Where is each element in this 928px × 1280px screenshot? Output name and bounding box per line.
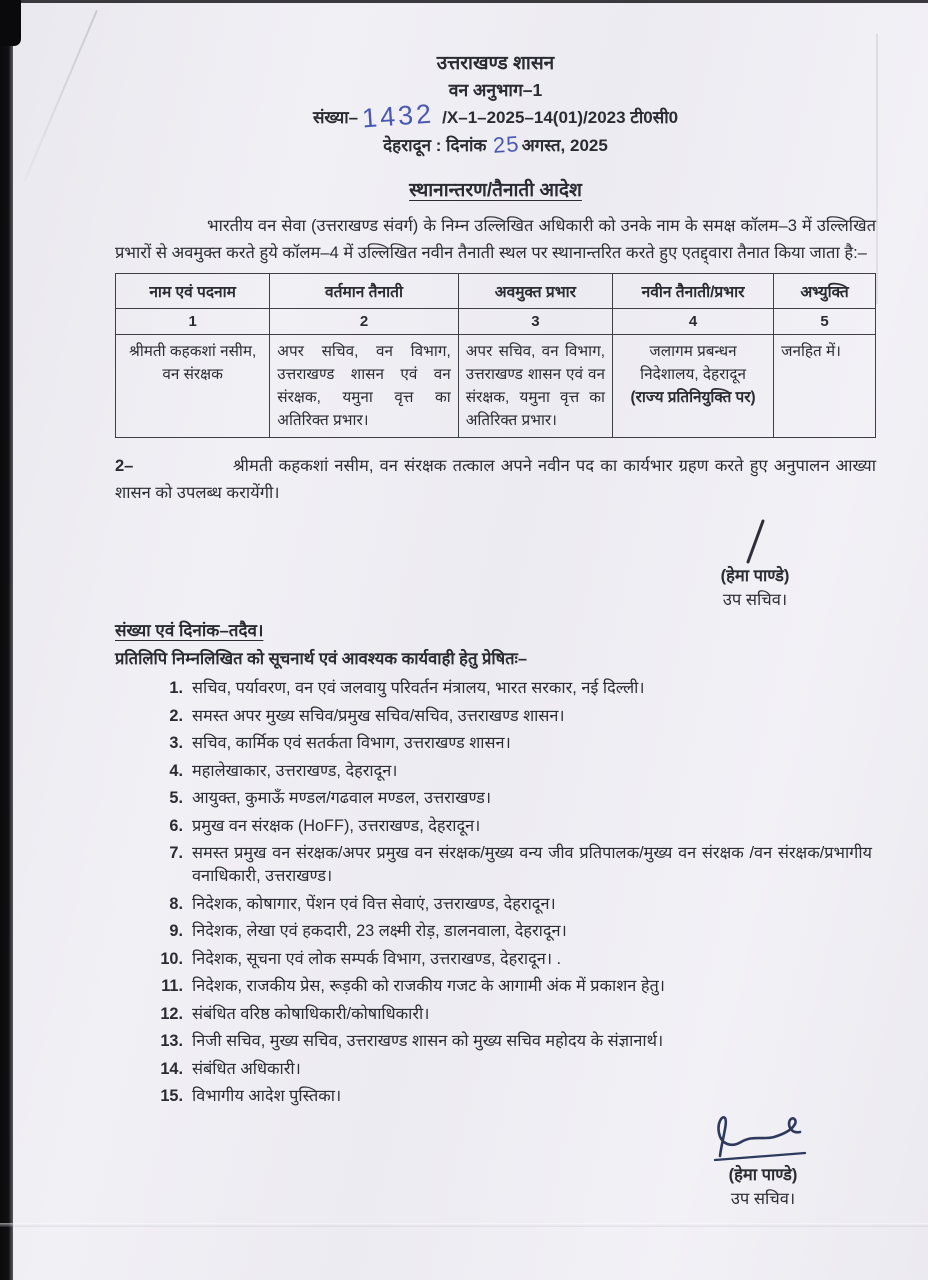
signatory-name: (हेमा पाण्डे): [720, 567, 790, 585]
col-number: 1: [116, 309, 270, 335]
col-header-current-posting: वर्तमान तैनाती: [270, 274, 458, 309]
cell-officer-name: [116, 335, 270, 438]
list-item: [155, 732, 876, 755]
item-text: निदेशक, लेखा एवं हकदारी, 23 लक्ष्मी रोड़, डालनवाला, देहरादून।: [192, 922, 567, 940]
list-item: [155, 815, 876, 838]
item-number: 6.: [169, 816, 183, 835]
item-text: सचिव, पर्यावरण, वन एवं जलवायु परिवर्तन मंत्रालय, भारत सरकार, नई दिल्ली।: [192, 679, 645, 697]
item-text: निजी सचिव, मुख्य सचिव, उत्तराखण्ड शासन को मुख्य सचिव महोदय के संज्ञानार्थ।: [192, 1032, 664, 1050]
list-item: [155, 1058, 876, 1081]
signature-block-top: [680, 518, 830, 612]
list-item: [155, 787, 876, 810]
signatory-designation: उप सचिव।: [722, 591, 788, 609]
col-header-new-posting: नवीन तैनाती/प्रभार: [613, 274, 774, 309]
item-text: निदेशक, राजकीय प्रेस, रूड़की को राजकीय गजट के आगामी अंक में प्रकाशन हेतु।: [192, 977, 665, 995]
letter-number-line: [115, 98, 876, 134]
col-number: 5: [774, 309, 876, 335]
transfer-order-table: [115, 273, 876, 438]
item-text: निदेशक, कोषागार, पेंशन एवं वित्त सेवाएं, उत्तराखण्ड, देहरादून।: [192, 894, 556, 913]
copy-distribution-list: [115, 677, 876, 1108]
letter-number-reference: /X–1–2025–14(01)/2023 टी0सी0: [442, 108, 679, 127]
item-text: प्रमुख वन संरक्षक (HoFF), उत्तराखण्ड, देहरादून।: [192, 816, 481, 835]
signatory-designation: उप सचिव।: [730, 1189, 796, 1208]
list-item: [155, 1030, 876, 1053]
item-number: 2.: [169, 706, 183, 725]
cell-relieved-charge: अपर सचिव, वन विभाग, उत्तराखण्ड शासन एवं वन संरक्षक, यमुना वृत्त का अतिरिक्त प्रभार।: [458, 335, 612, 438]
order-paragraph-1: भारतीय वन सेवा (उत्तराखण्ड संवर्ग) के निम्न उल्लिखित अधिकारी को उनके नाम के समक्ष कॉलम–3 में उल्लिखित प्रभारों से अवमुक्त करते हुये कॉलम–4 में उल्लिखित नवीन तैनाती स्थल पर स्थानान्तरित करते हुए एतद्द्वारा तैनात किया जाता है:–: [115, 217, 876, 262]
col-header-relieved-charge: अवमुक्त प्रभार: [458, 274, 612, 309]
paragraph-number: 2–: [115, 457, 134, 475]
order-paragraph-2: [115, 453, 876, 506]
table-column-number-row: [116, 309, 876, 335]
list-item: [155, 893, 876, 916]
department-section: वन अनुभाग–1: [448, 80, 543, 100]
item-text: निदेशक, सूचना एवं लोक सम्पर्क विभाग, उत्तराखण्ड, देहरादून। .: [192, 949, 562, 968]
cell-remarks: जनहित में।: [774, 335, 876, 438]
new-posting-office: जलागम प्रबन्धन: [649, 343, 737, 360]
item-number: 1.: [169, 679, 183, 697]
cell-current-posting: अपर सचिव, वन विभाग, उत्तराखण्ड शासन एवं वन संरक्षक, यमुना वृत्त का अतिरिक्त प्रभार।: [270, 335, 458, 438]
signatory-name: (हेमा पाण्डे): [728, 1165, 798, 1184]
col-number: 3: [458, 309, 612, 335]
handwritten-date: 25: [492, 131, 521, 158]
item-text: सचिव, कार्मिक एवं सतर्कता विभाग, उत्तराखण्ड शासन।: [192, 734, 511, 752]
place-date-prefix: देहरादून : दिनांक: [383, 136, 487, 155]
place-date-suffix: अगस्त, 2025: [521, 136, 608, 155]
item-number: 14.: [160, 1059, 183, 1078]
signature-block-bottom: [678, 1113, 848, 1211]
endorsement-heading: संख्या एवं दिनांक–तदैव।: [115, 621, 264, 640]
officer-name: श्रीमती कहकशां नसीम,: [128, 343, 257, 360]
handwritten-signature: [704, 1113, 822, 1163]
letter-number-label: संख्या–: [312, 108, 359, 127]
col-number: 4: [613, 309, 774, 335]
cell-new-posting: [613, 335, 774, 438]
item-number: 5.: [169, 789, 183, 807]
list-item: [155, 948, 876, 971]
item-text: विभागीय आदेश पुस्तिका।: [192, 1087, 342, 1105]
item-number: 8.: [169, 894, 183, 913]
list-item: [155, 842, 876, 888]
list-item: [155, 705, 876, 728]
item-number: 7.: [169, 844, 183, 862]
table-row: [116, 335, 876, 438]
signature-slash-mark: [736, 518, 774, 564]
list-item: [155, 920, 876, 943]
new-posting-deputation-note: (राज्य प्रतिनियुक्ति पर): [630, 389, 756, 406]
item-text: समस्त प्रमुख वन संरक्षक/अपर प्रमुख वन संरक्षक/मुख्य वन्य जीव प्रतिपालक/मुख्य वन संरक्षक /वन संरक्षक/प्रभागीय वनाधिकारी, उत्तराखण्ड।: [192, 844, 872, 885]
item-number: 9.: [169, 922, 183, 940]
item-number: 3.: [169, 734, 183, 752]
item-text: संबंधित वरिष्ठ कोषाधिकारी/कोषाधिकारी।: [192, 1004, 430, 1023]
col-number: 2: [270, 309, 458, 335]
list-item: [155, 975, 876, 998]
item-number: 4.: [169, 761, 183, 780]
table-header-row: [116, 274, 876, 309]
item-number: 12.: [160, 1004, 183, 1023]
list-item: [155, 1003, 876, 1026]
handwritten-letter-number: 1432: [361, 98, 436, 134]
col-header-name: नाम एवं पदनाम: [116, 274, 270, 309]
item-text: महालेखाकार, उत्तराखण्ड, देहरादून।: [192, 761, 398, 780]
item-text: समस्त अपर मुख्य सचिव/प्रमुख सचिव/सचिव, उत्तराखण्ड शासन।: [192, 706, 565, 725]
officer-designation: वन संरक्षक: [162, 366, 223, 383]
new-posting-place: निदेशालय, देहरादून: [640, 366, 746, 383]
item-number: 11.: [161, 977, 183, 995]
item-text: आयुक्त, कुमाऊँ मण्डल/गढवाल मण्डल, उत्तराखण्ड।: [192, 789, 492, 807]
place-date-line: [115, 133, 876, 159]
item-number: 10.: [160, 949, 183, 968]
item-text: संबंधित अधिकारी।: [192, 1059, 301, 1078]
item-number: 15.: [160, 1087, 183, 1105]
list-item: [155, 760, 876, 783]
endorsement-subheading: प्रतिलिपि निम्नलिखित को सूचनार्थ एवं आवश्यक कार्यवाही हेतु प्रेषितः–: [115, 650, 528, 668]
issuing-authority: उत्तराखण्ड शासन: [436, 53, 555, 74]
list-item: [155, 677, 876, 700]
paragraph-2-text: श्रीमती कहकशां नसीम, वन संरक्षक तत्काल अपने नवीन पद का कार्यभार ग्रहण करते हुए अनुपालन आख्या शासन को उपलब्ध करायेंगी।: [115, 457, 876, 502]
item-number: 13.: [160, 1032, 183, 1050]
col-header-remarks: अभ्युक्ति: [774, 274, 876, 309]
document-title: स्थानान्तरण/तैनाती आदेश: [409, 180, 582, 201]
list-item: [155, 1085, 876, 1108]
